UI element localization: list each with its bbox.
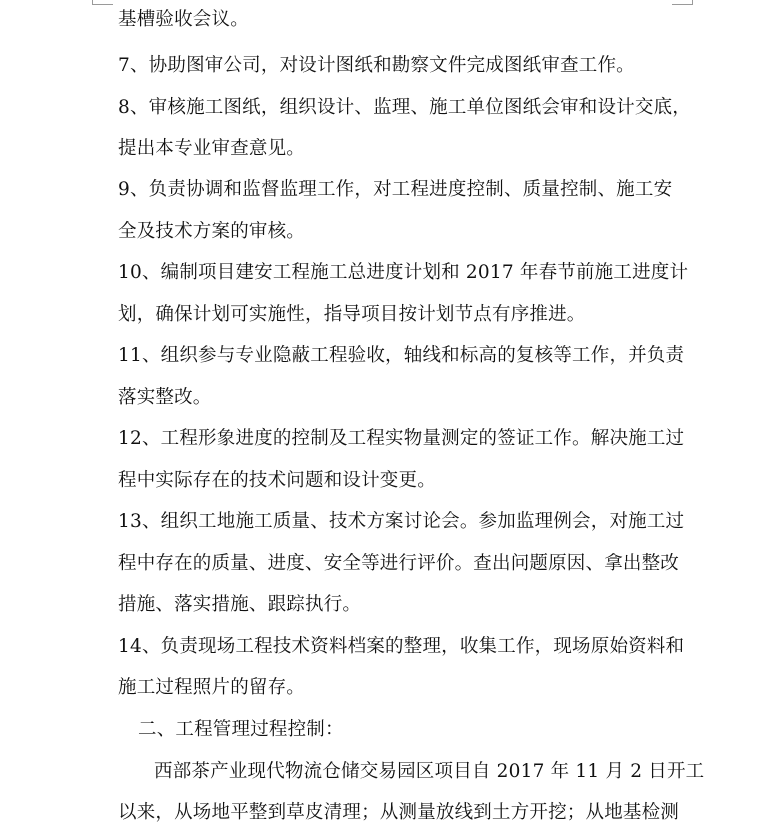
text-line: 7、协助图审公司，对设计图纸和勘察文件完成图纸审查工作。 (118, 55, 635, 76)
text-line: 措施、落实措施、跟踪执行。 (118, 594, 362, 615)
text-line: 程中实际存在的技术问题和设计变更。 (118, 470, 436, 491)
text-line: 14、负责现场工程技术资料档案的整理，收集工作，现场原始资料和 (118, 636, 685, 657)
text-line: 11、组织参与专业隐蔽工程验收，轴线和标高的复核等工作，并负责 (118, 345, 685, 366)
text-line: 施工过程照片的留存。 (118, 677, 306, 698)
margin-corner-mark-right (672, 0, 693, 5)
text-line: 13、组织工地施工质量、技术方案讨论会。参加监理例会，对施工过 (118, 511, 685, 532)
text-line: 基槽验收会议。 (118, 9, 249, 30)
text-line: 落实整改。 (118, 387, 212, 408)
section-heading: 二、工程管理过程控制： (138, 719, 344, 740)
text-line: 10、编制项目建安工程施工总进度计划和 2017 年春节前施工进度计 (118, 262, 689, 283)
text-line: 12、工程形象进度的控制及工程实物量测定的签证工作。解决施工过 (118, 428, 685, 449)
text-line: 全及技术方案的审核。 (118, 221, 306, 242)
paragraph-first-line: 西部茶产业现代物流仓储交易园区项目自 2017 年 11 月 2 日开工 (154, 761, 705, 782)
margin-corner-mark-left (92, 0, 113, 5)
text-line: 8、审核施工图纸，组织设计、监理、施工单位图纸会审和设计交底， (118, 97, 691, 118)
text-line: 提出本专业审查意见。 (118, 138, 306, 159)
text-line: 划，确保计划可实施性，指导项目按计划节点有序推进。 (118, 304, 586, 325)
text-line: 9、负责协调和监督监理工作，对工程进度控制、质量控制、施工安 (118, 179, 673, 200)
text-line: 程中存在的质量、进度、安全等进行评价。查出问题原因、拿出整改 (118, 553, 680, 574)
text-line: 以来，从场地平整到草皮清理；从测量放线到土方开挖；从地基检测 (118, 802, 680, 823)
